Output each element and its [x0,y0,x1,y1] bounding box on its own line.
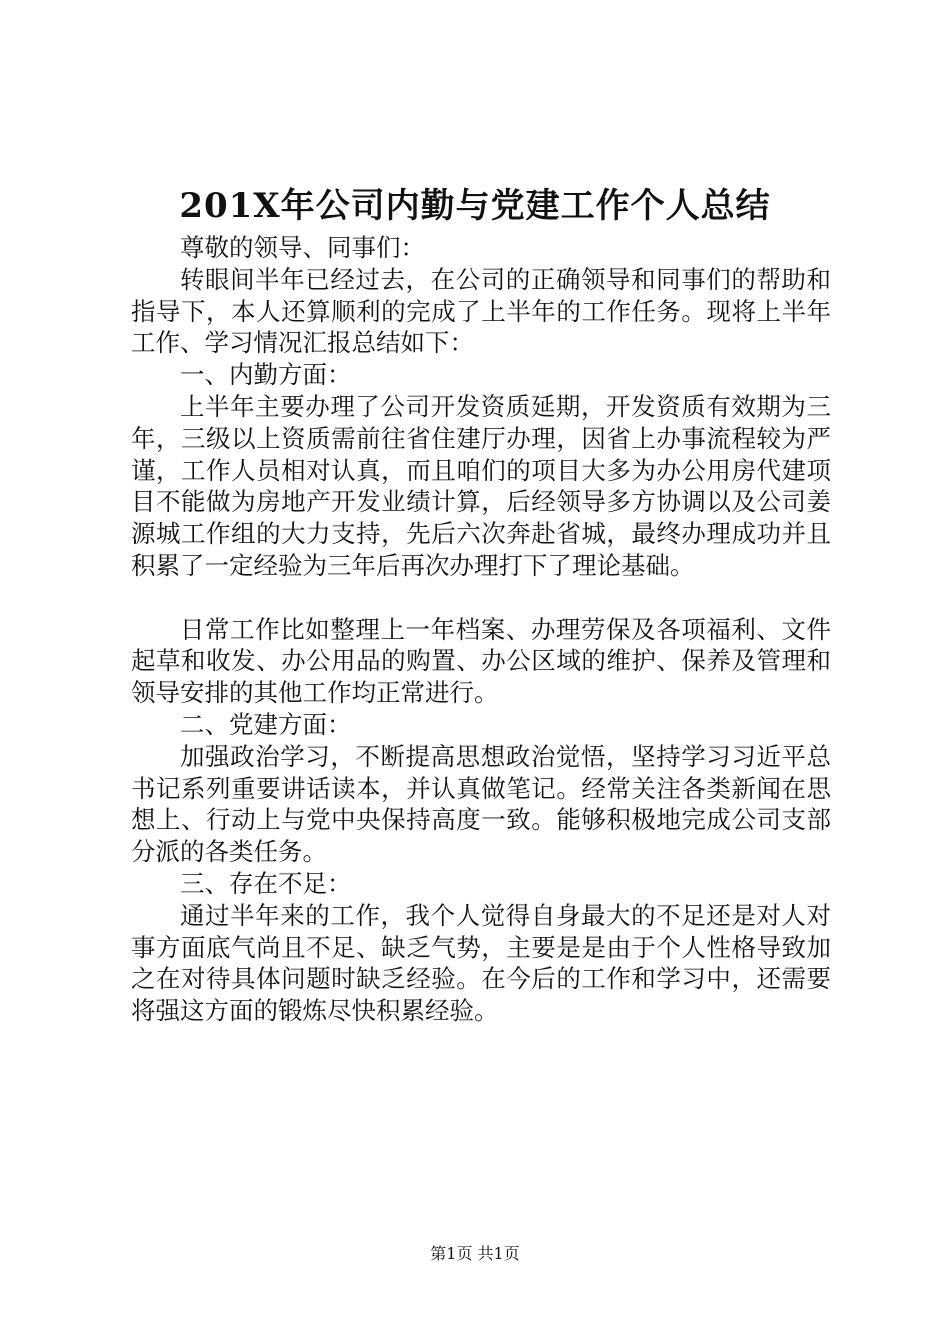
section-heading-office: 一、内勤方面： [180,360,352,390]
salutation: 尊敬的领导、同事们： [180,233,425,262]
document-title: 201X年公司内勤与党建工作个人总结 [179,186,771,226]
party-paragraph: 加强政治学习，不断提高思想政治觉悟，坚持学习习近平总书记系列重要讲话读本，并认真做笔记。经常关注各类新闻在思想上、行动上与党中央保持高度一致。能够积极地完成公司支部分派的各类任务。 [131,741,831,867]
shortcomings-paragraph: 通过半年来的工作，我个人觉得自身最大的不足还是对人对事方面底气尚且不足、缺乏气势，主要是是由于个人性格导致加之在对待具体问题时缺乏经验。在今后的工作和学习中，还需要将强这方面的锻炼尽快积累经验。 [131,900,831,1026]
document-body [131,232,831,1027]
page-number-footer: 第1页 共1页 [430,1244,520,1263]
office-paragraph-daily: 日常工作比如整理上一年档案、办理劳保及各项福利、文件起草和收发、办公用品的购置、办公区域的维护、保养及管理和领导安排的其他工作均正常进行。 [131,614,831,708]
section-heading-shortcomings: 三、存在不足： [180,868,352,898]
intro-paragraph: 转眼间半年已经过去，在公司的正确领导和同事们的帮助和指导下，本人还算顺利的完成了上半年的工作任务。现将上半年工作、学习情况汇报总结如下： [131,264,831,358]
office-paragraph-qualification: 上半年主要办理了公司开发资质延期，开发资质有效期为三年，三级以上资质需前往省住建厅办理，因省上办事流程较为严谨，工作人员相对认真，而且咱们的项目大多为办公用房代建项目不能做为房地产开发业绩计算，后经领导多方协调以及公司姜源城工作组的大力支持，先后六次奔赴省城，最终办理成功并且积累了一定经验为三年后再次办理打下了理论基础。 [131,391,831,580]
section-heading-party: 二、党建方面： [180,709,352,739]
